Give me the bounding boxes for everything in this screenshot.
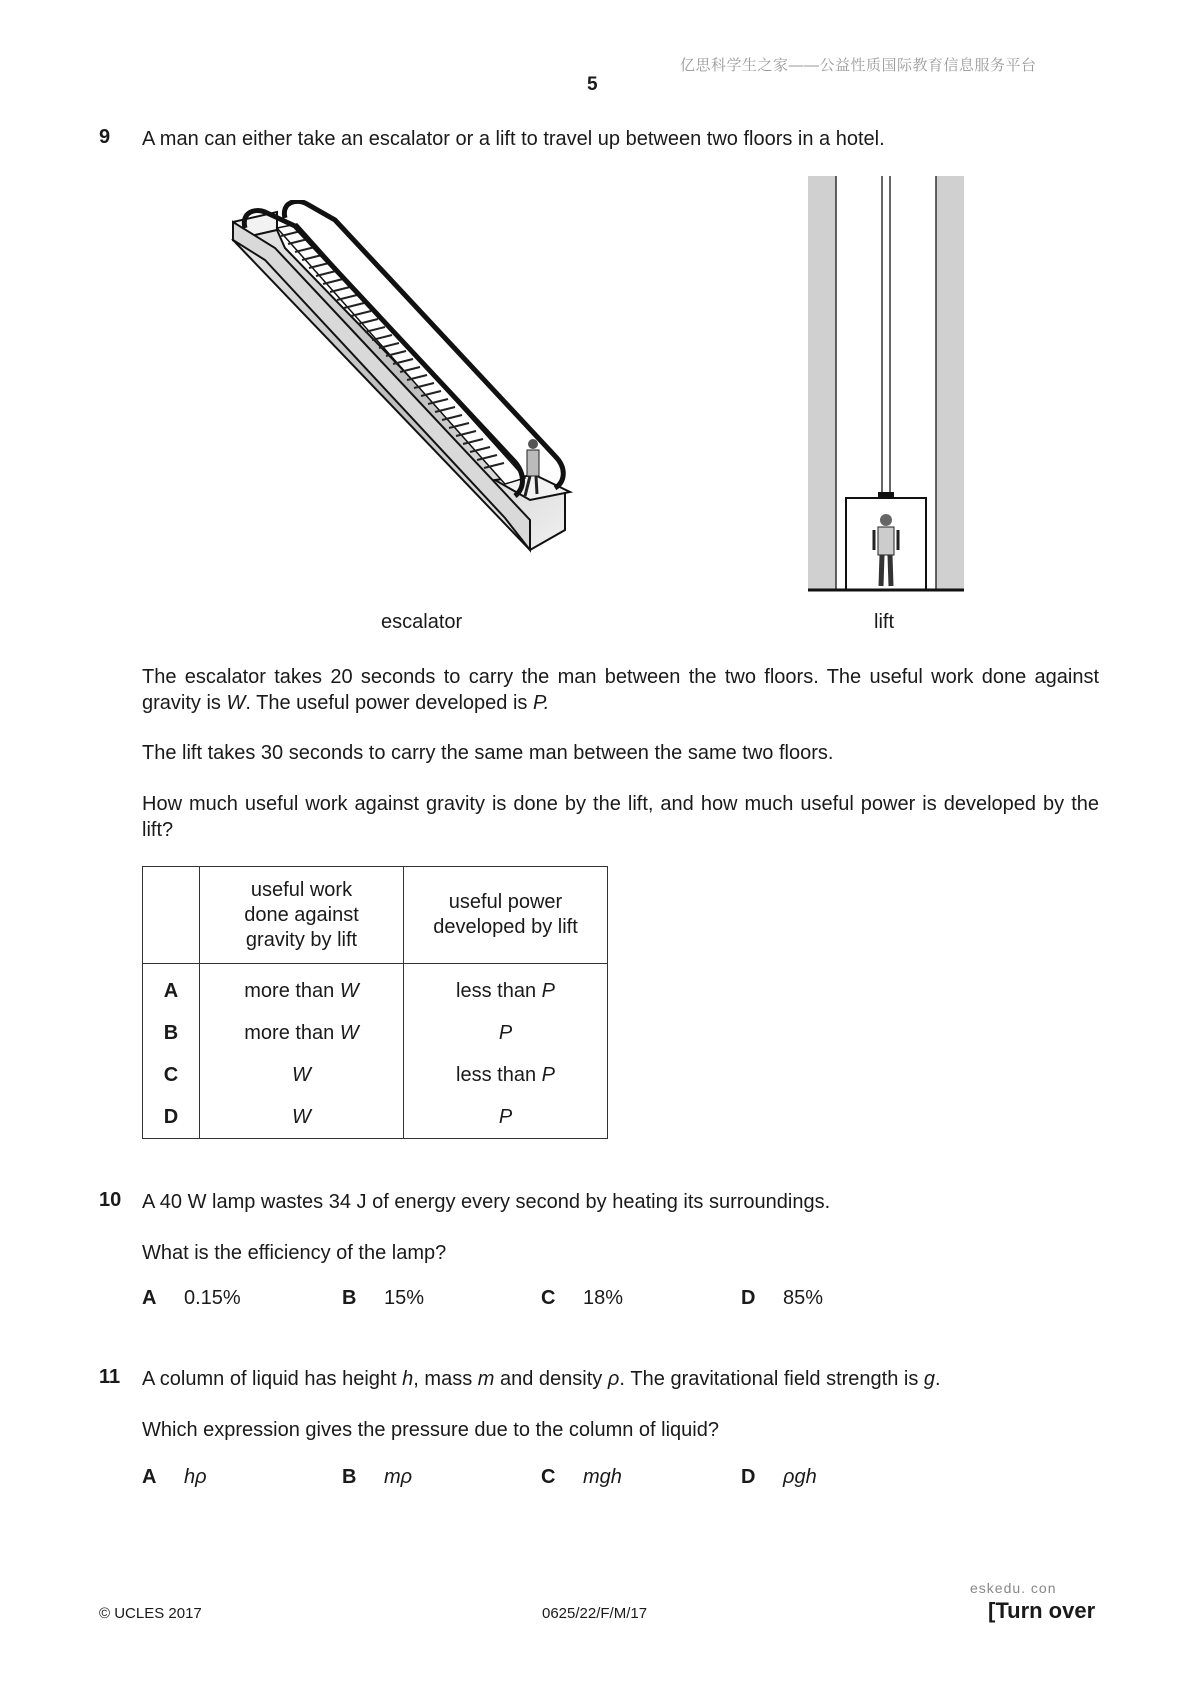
power-cell: less than P (404, 964, 608, 1013)
question-9-number: 9 (99, 126, 111, 148)
question-9-answer-table (142, 866, 608, 1139)
question-10-text: A 40 W lamp wastes 34 J of energy every second by heating its surroundings. (142, 1191, 831, 1213)
footer-copyright: © UCLES 2017 (99, 1605, 202, 1622)
answer-row-b (143, 1012, 608, 1054)
power-cell: less than P (404, 1054, 608, 1096)
question-10-option-c: C 18% (541, 1287, 624, 1309)
answer-row-c (143, 1054, 608, 1096)
question-11-text: A column of liquid has height h, mass m and density ρ. The gravitational field strength is g. (142, 1368, 941, 1390)
question-11-option-c: C mgh (541, 1466, 622, 1488)
escalator-right-handrail (284, 201, 563, 488)
work-cell: W (200, 1096, 404, 1139)
escalator-figure (225, 200, 625, 600)
question-11-number: 11 (99, 1366, 121, 1388)
question-9-text: A man can either take an escalator or a lift to travel up between two floors in a hotel. (142, 128, 885, 150)
power-cell: P (404, 1096, 608, 1139)
footer-paper-code: 0625/22/F/M/17 (542, 1605, 648, 1622)
question-9-paragraph-2: The lift takes 30 seconds to carry the same man between the same two floors. (142, 742, 834, 764)
lift-label: lift (874, 611, 894, 633)
question-10-option-d: D 85% (741, 1287, 824, 1309)
question-11-option-a: A hρ (142, 1466, 207, 1488)
footer-site: eskedu. con (970, 1580, 1057, 1596)
work-cell: more than W (200, 1012, 404, 1054)
escalator-steps (277, 224, 525, 484)
question-9-paragraph-3: How much useful work against gravity is done by the lift, and how much useful power is developed by the lift? (142, 793, 1099, 841)
question-11-option-b: B mρ (342, 1466, 413, 1488)
option-letter: B (143, 1012, 200, 1054)
option-letter: C (143, 1054, 200, 1096)
lift-right-wall (936, 176, 964, 590)
question-10-number: 10 (99, 1189, 122, 1211)
header-watermark: 亿思科学生之家——公益性质国际教育信息服务平台 (680, 57, 1037, 74)
question-10-option-b: B 15% (342, 1287, 425, 1309)
escalator-label: escalator (381, 611, 463, 633)
power-cell: P (404, 1012, 608, 1054)
table-header-power: useful power developed by lift (433, 891, 578, 938)
question-11-prompt: Which expression gives the pressure due to the column of liquid? (142, 1419, 719, 1441)
lift-figure (808, 176, 964, 596)
question-9-paragraph-1: The escalator takes 20 seconds to carry the man between the two floors. The useful work done against gravity is W. The useful power developed is P. (142, 666, 1099, 714)
table-header-work: useful work done against gravity by lift (244, 878, 359, 951)
lift-left-wall (808, 176, 836, 590)
answer-row-d (143, 1096, 608, 1139)
answer-row-a (143, 964, 608, 1013)
work-cell: W (200, 1054, 404, 1096)
question-10-option-a: A 0.15% (142, 1287, 241, 1309)
page-number: 5 (587, 74, 598, 95)
footer-turn-over: [Turn over (988, 1598, 1096, 1623)
option-letter: D (143, 1096, 200, 1139)
question-10-prompt: What is the efficiency of the lamp? (142, 1242, 447, 1264)
option-letter: A (143, 964, 200, 1013)
work-cell: more than W (200, 964, 404, 1013)
question-11-option-d: D ρgh (741, 1466, 817, 1488)
